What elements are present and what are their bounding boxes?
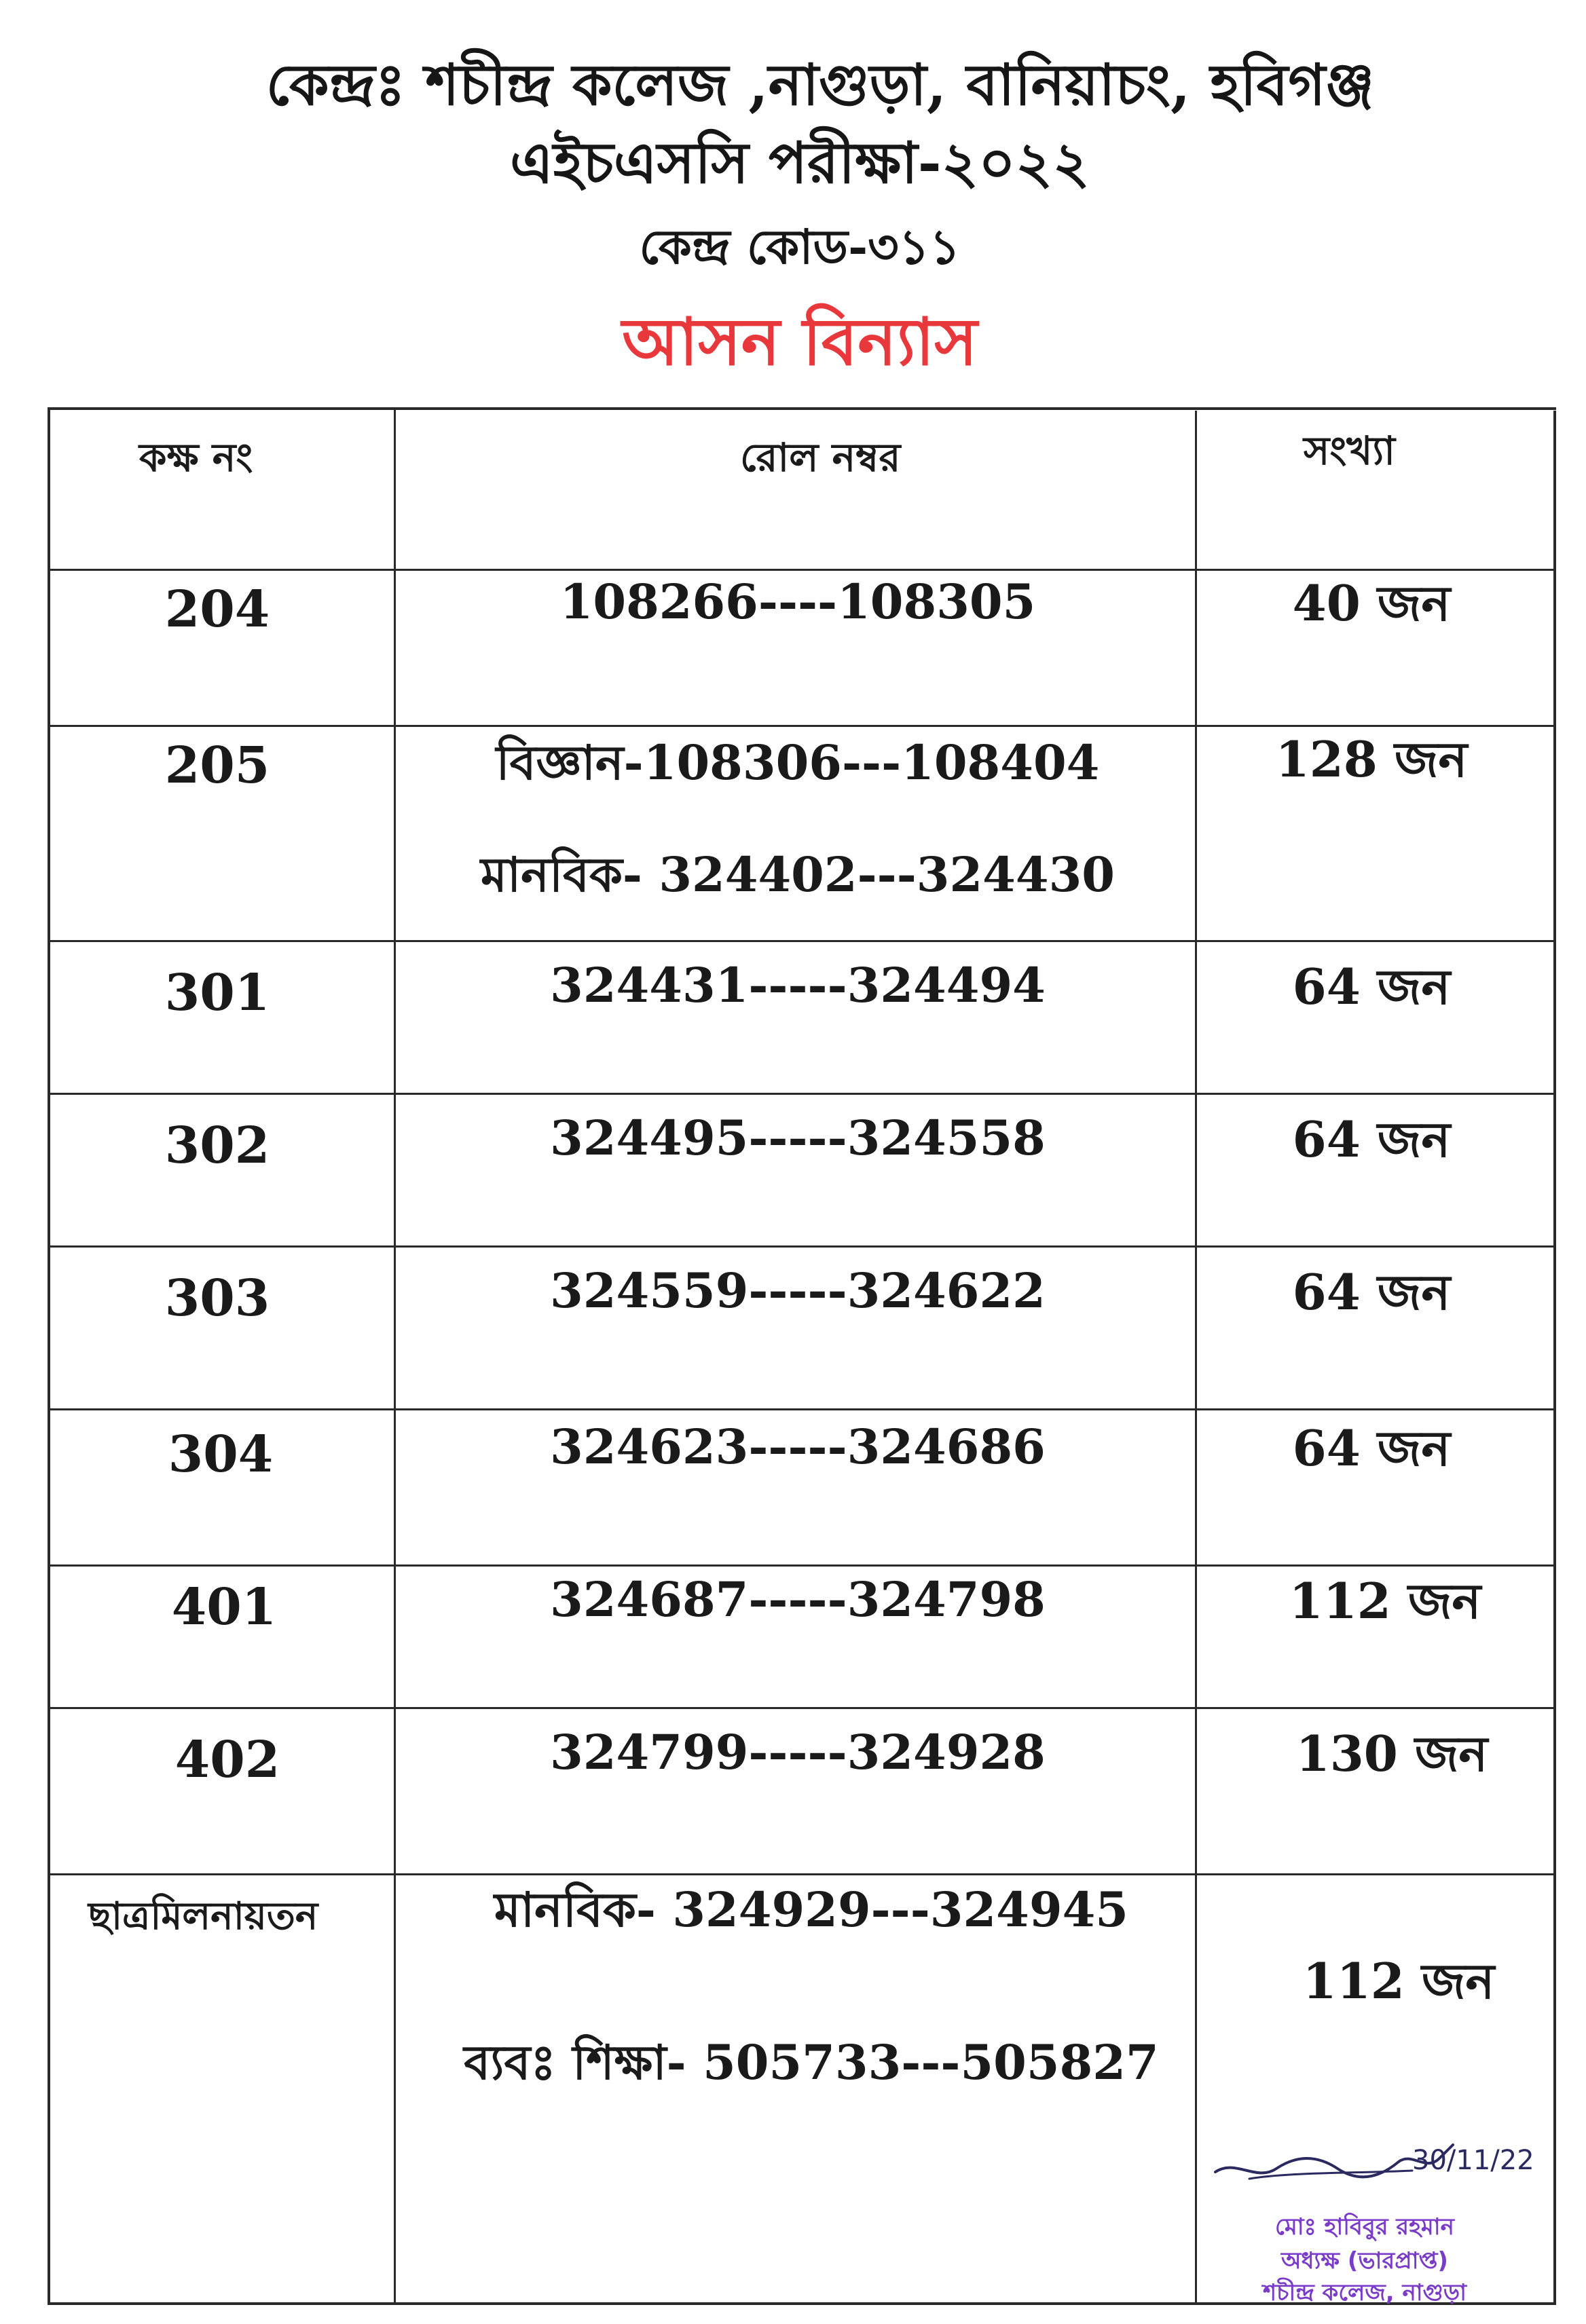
room-number: 302: [164, 1117, 270, 1175]
table-row-separator: [48, 1093, 1556, 1095]
seat-plan-title: আসন বিন্যাস: [622, 303, 978, 380]
student-count: 128 জন: [1275, 730, 1468, 788]
roll-range: বিজ্ঞান-108306---108404: [496, 734, 1100, 791]
room-number: 205: [164, 736, 270, 795]
signature-date: 30/11/22: [1412, 2145, 1534, 2176]
roll-range: 324431-----324494: [550, 957, 1046, 1013]
table-divider-count: [1195, 411, 1197, 2304]
roll-range: 324687-----324798: [550, 1571, 1046, 1628]
table-row-separator: [48, 1707, 1556, 1709]
roll-range: মানবিক- 324402---324430: [481, 846, 1115, 903]
signatory-designation: অধ্যক্ষ (ভারপ্রাপ্ত): [1281, 2247, 1448, 2274]
student-count: 64 জন: [1292, 1419, 1451, 1477]
table-divider-room: [394, 407, 396, 2304]
roll-range: 108266----108305: [559, 574, 1036, 630]
column-header-count: সংখ্যা: [1304, 428, 1396, 474]
room-number: 204: [164, 580, 270, 639]
signatory-name: মোঃ হাবিবুর রহমান: [1275, 2213, 1454, 2241]
signatory-institution: শচীন্দ্র কলেজ, নাগুড়া: [1263, 2279, 1467, 2306]
roll-range: মানবিক- 324929---324945: [494, 1881, 1128, 1938]
center-code-heading: কেন্দ্র কোড-৩১১: [639, 219, 961, 275]
room-number: 304: [168, 1425, 274, 1484]
table-border-top: [48, 407, 1556, 410]
student-count: 40 জন: [1292, 574, 1451, 632]
exam-name-heading: এইচএসসি পরীক্ষা-২০২২: [509, 129, 1090, 196]
roll-range: 324799-----324928: [550, 1724, 1046, 1780]
student-count: 130 জন: [1295, 1725, 1488, 1782]
student-count: 112 জন: [1302, 1952, 1495, 2010]
table-border-left: [48, 407, 50, 2304]
table-row-separator: [48, 940, 1556, 942]
roll-range: 324623-----324686: [550, 1419, 1046, 1475]
column-header-roll: রোল নম্বর: [740, 434, 901, 481]
roll-range: ব্যবঃ শিক্ষা- 505733---505827: [464, 2034, 1159, 2091]
room-number: 303: [164, 1269, 270, 1328]
center-name-heading: কেন্দ্রঃ শচীন্দ্র কলেজ ,নাগুড়া, বানিয়াচং, হবিগঞ্জ: [265, 51, 1375, 118]
student-count: 64 জন: [1292, 1263, 1451, 1321]
column-header-room: কক্ষ নং: [139, 434, 253, 481]
roll-range: 324559-----324622: [550, 1262, 1046, 1319]
room-number: ছাত্রমিলনায়তন: [88, 1894, 318, 1938]
room-number: 301: [164, 964, 270, 1022]
student-count: 64 জন: [1292, 958, 1451, 1015]
table-row-separator: [48, 1408, 1556, 1410]
room-number: 402: [174, 1731, 280, 1789]
table-row-separator: [48, 1245, 1556, 1248]
student-count: 112 জন: [1289, 1572, 1481, 1630]
roll-range: 324495-----324558: [550, 1110, 1046, 1166]
student-count: 64 জন: [1292, 1110, 1451, 1168]
room-number: 401: [171, 1578, 277, 1636]
